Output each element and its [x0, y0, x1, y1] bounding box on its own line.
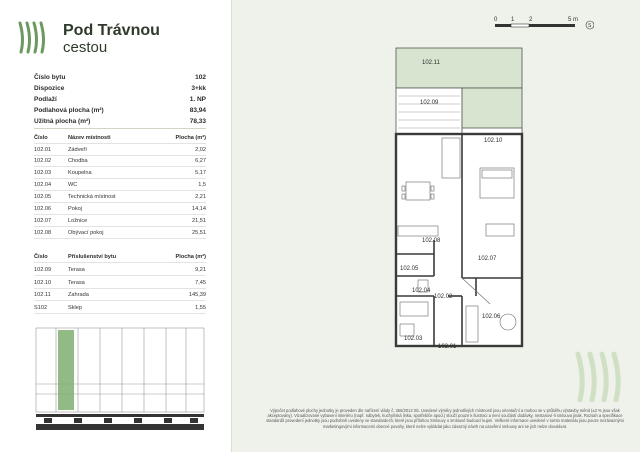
apartment-outline: [396, 134, 522, 346]
row-divider: [34, 313, 206, 314]
row-divider: [34, 300, 206, 301]
row-divider: [34, 202, 206, 203]
label-102-01: 102.01: [438, 344, 457, 350]
label-102-07: 102.07: [478, 256, 497, 262]
panel-divider: [231, 0, 232, 452]
spec-apartment-number: Číslo bytu 102: [34, 74, 206, 81]
row-divider: [34, 155, 206, 156]
site-plan-thumbnail: [34, 324, 206, 436]
row-divider: [34, 226, 206, 227]
row-divider: [34, 178, 206, 179]
scale-bar: [494, 14, 594, 36]
row-divider: [34, 214, 206, 215]
garden-area: [396, 48, 522, 88]
row-divider: [34, 190, 206, 191]
label-102-03: 102.03: [404, 336, 423, 342]
spec-usable-area: Užitná plocha (m²) 78,33: [34, 118, 206, 125]
label-102-06: 102.06: [482, 314, 501, 320]
label-102-09: 102.09: [420, 100, 439, 106]
floor-plan: [266, 46, 566, 376]
terrace-102-09: [396, 88, 462, 134]
row-divider: [34, 275, 206, 276]
svg-text:S: S: [588, 23, 592, 29]
spec-floor-area: Podlahová plocha (m²) 83,94: [34, 107, 206, 114]
label-102-08: 102.08: [422, 238, 441, 244]
garden-strip: [462, 88, 522, 134]
label-102-02: 102.02: [434, 294, 453, 300]
row-divider: [34, 238, 206, 239]
label-102-05: 102.05: [400, 266, 419, 272]
label-102-04: 102.04: [412, 288, 431, 294]
svg-text:1: 1: [511, 17, 515, 23]
row-divider: [34, 288, 206, 289]
brand-logo: [18, 20, 52, 54]
label-102-11: 102.11: [422, 60, 440, 66]
spec-layout: Dispozice 3+kk: [34, 85, 206, 92]
label-102-10: 102.10: [484, 138, 503, 144]
spec-floor: Podlaží 1. NP: [34, 96, 206, 103]
spec-divider: [34, 128, 206, 129]
rooms-table-divider: [34, 143, 206, 144]
corner-logo: [572, 346, 632, 402]
svg-text:5 m: 5 m: [568, 17, 579, 23]
brand-subtitle: cestou: [63, 39, 108, 56]
disclaimer-text: Výpočet podlahové plochy jednotky je proveden dle nařízení vlády č. 366/2013 Sb. Uvedené výměry jednotlivých místností jsou orientační a mohou se v průběhu výstavby měnit (±3 % jsou však akceptovány). Vizualizované vybavení interiéru (např. nábytek, kuchyňská linka, spotřebiče apod.) slouží pouze k ilustraci a není součástí dodávky, nestanoví-li smlouva jinak. Rozsah a specifikace standardů provedení jednotky jsou podrobně uvedeny ve standardech, které jsou přílohou Smlouvy o smlouvě budoucí kupní. Veškeré informace uvedené v tomto materiálu jsou pouze nezávaznými marketingovými informacemi obecné povahy, které nelze vykládat jako závazný návrh na uzavření smlouvy ani se jich nelze dovolávat.: [266, 408, 624, 429]
row-divider: [34, 166, 206, 167]
svg-text:2: 2: [529, 17, 533, 23]
accessories-table-divider: [34, 262, 206, 263]
svg-text:0: 0: [494, 17, 498, 23]
brand-title: Pod Trávnou: [63, 22, 160, 39]
